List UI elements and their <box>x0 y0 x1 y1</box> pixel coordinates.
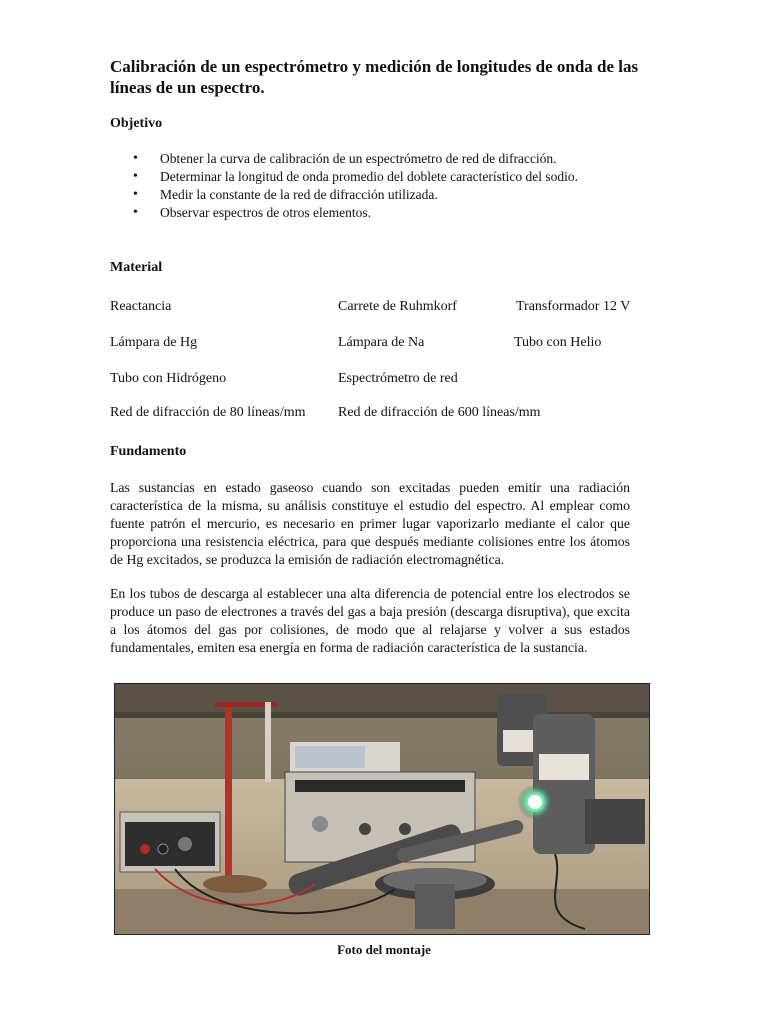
fundamento-paragraph: En los tubos de descarga al establecer una alta diferencia de potencial entre los electrodos se produce un paso de electrones a través del gas a baja presión (descarga disruptiva), que excita a los átomos del gas por colisiones, de modo que al relajarse y volver a sus estados fundamentales, emiten esa energía en forma de radiación característica de la sustancia. <box>110 586 630 655</box>
photo-caption: Foto del montaje <box>337 942 431 957</box>
fundamento-paragraph: Las sustancias en estado gaseoso cuando son excitadas pueden emitir una radiación característica de la misma, su análisis constituye el estudio del espectro. Al emplear como fuente patrón el mercurio, es necesario en primer lugar vaporizarlo mediante el calor que proporciona una resistencia eléctrica, para que después mediante colisiones entre los átomos de Hg excitados, se produzca la emisión de radiación electromagnética. <box>110 480 630 567</box>
material-item: Lámpara de Hg <box>110 335 198 350</box>
material-item: Tubo con Hidrógeno <box>110 371 227 386</box>
material-item: Red de difracción de 600 líneas/mm <box>338 405 541 420</box>
list-item: • Observar espectros de otros elementos. <box>110 204 578 222</box>
material-item: Reactancia <box>110 299 172 314</box>
material-item: Lámpara de Na <box>338 335 425 350</box>
document-title: Calibración de un espectrómetro y medición de longitudes de onda de las líneas de un espectro. <box>110 57 639 97</box>
list-item: • Medir la constante de la red de difracción utilizada. <box>110 186 578 204</box>
material-item: Red de difracción de 80 líneas/mm <box>110 405 306 420</box>
list-item: • Obtener la curva de calibración de un espectrómetro de red de difracción. <box>110 150 578 168</box>
objective-list <box>110 150 578 222</box>
setup-photo <box>114 683 650 935</box>
material-heading: Material <box>110 260 163 275</box>
material-item: Tubo con Helio <box>514 335 602 350</box>
fundamento-heading: Fundamento <box>110 444 187 459</box>
material-item: Transformador 12 V <box>516 299 631 314</box>
objective-heading: Objetivo <box>110 116 163 131</box>
material-item: Carrete de Ruhmkorf <box>338 299 457 314</box>
list-item: • Determinar la longitud de onda promedio del doblete característico del sodio. <box>110 168 578 186</box>
material-item: Espectrómetro de red <box>338 371 458 386</box>
